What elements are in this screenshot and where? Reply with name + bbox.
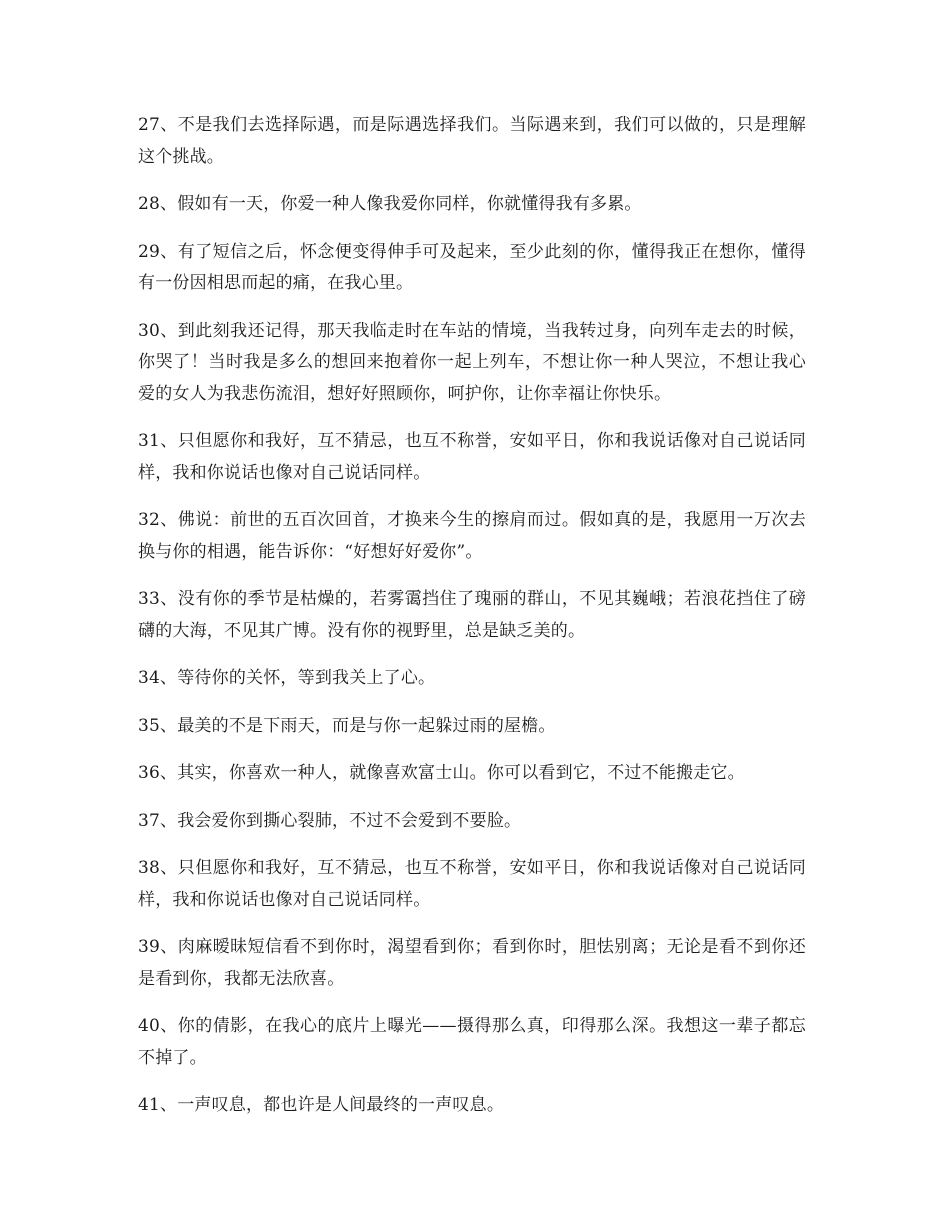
paragraph-34: 34、等待你的关怀，等到我关上了心。 bbox=[138, 668, 436, 688]
paragraph-29: 29、有了短信之后，怀念便变得伸手可及起来，至少此刻的你，懂得我正在想你，懂得有一份因相思而起的痛，在我心里。 bbox=[138, 241, 806, 293]
paragraph-30: 30、到此刻我还记得，那天我临走时在车站的情境，当我转过身，向列车走去的时候，你哭了！当时我是多么的想回来抱着你一起上列车，不想让你一种人哭泣，不想让我心爱的女人为我悲伤流泪，想好好照顾你，呵护你，让你幸福让你快乐。 bbox=[138, 320, 806, 404]
paragraph-41: 41、一声叹息，都也许是人间最终的一声叹息。 bbox=[138, 1095, 505, 1115]
paragraph-31: 31、只但愿你和我好，互不猜忌，也互不称誉，安如平日，你和我说话像对自己说话同样，我和你说话也像对自己说话同样。 bbox=[138, 431, 806, 483]
paragraph-38: 38、只但愿你和我好，互不猜忌，也互不称誉，安如平日，你和我说话像对自己说话同样，我和你说话也像对自己说话同样。 bbox=[138, 858, 806, 910]
paragraph-28: 28、假如有一天，你爱一种人像我爱你同样，你就懂得我有多累。 bbox=[138, 194, 642, 214]
paragraph-27: 27、不是我们去选择际遇，而是际遇选择我们。当际遇来到，我们可以做的，只是理解这个挑战。 bbox=[138, 115, 806, 167]
paragraph-37: 37、我会爱你到撕心裂肺，不过不会爱到不要脸。 bbox=[138, 810, 522, 831]
paragraph-35: 35、最美的不是下雨天，而是与你一起躲过雨的屋檐。 bbox=[138, 715, 556, 736]
paragraph-40: 40、你的倩影，在我心的底片上曝光——摄得那么真，印得那么深。我想这一辈子都忘不掉了。 bbox=[138, 1016, 806, 1068]
paragraph-36: 36、其实，你喜欢一种人，就像喜欢富士山。你可以看到它，不过不能搬走它。 bbox=[138, 763, 745, 783]
paragraph-39: 39、肉麻暧昧短信看不到你时，渴望看到你；看到你时，胆怯别离；无论是看不到你还是看到你，我都无法欣喜。 bbox=[138, 937, 806, 989]
document-body bbox=[138, 110, 806, 1138]
paragraph-33: 33、没有你的季节是枯燥的，若雾霭挡住了瑰丽的群山，不见其巍峨；若浪花挡住了磅礴的大海，不见其广博。没有你的视野里，总是缺乏美的。 bbox=[138, 589, 806, 641]
paragraph-32: 32、佛说：前世的五百次回首，才换来今生的擦肩而过。假如真的是，我愿用一万次去换与你的相遇，能告诉你：“好想好好爱你”。 bbox=[138, 510, 806, 562]
